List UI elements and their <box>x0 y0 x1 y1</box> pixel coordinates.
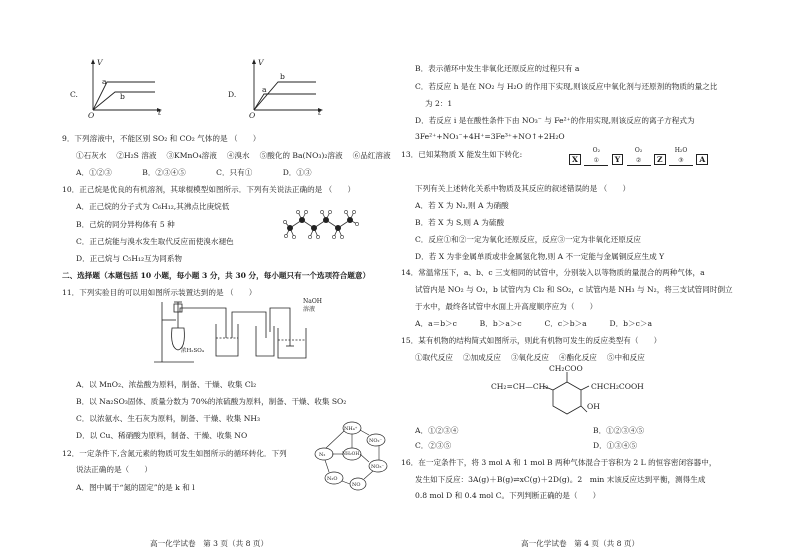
q16-line2: 发生如下反应：3A(g)＋B(g)⇌xC(g)＋2D(g)。2 min 末该反应达到平衡，测得生成 <box>415 475 706 484</box>
q12-stem-line2: 说法正确的是（ ） <box>76 465 152 474</box>
q13-option-b: B．若 X 为 S,则 A 为硫酸 <box>415 218 505 227</box>
q15-reaction-types: ①取代反应 ②加成反应 ③氧化反应 ④酯化反应 ⑤中和反应 <box>415 353 645 362</box>
q10-option-b: B．己烷的同分异构体有 5 种 <box>76 220 175 229</box>
graph-d-o: O <box>249 111 256 120</box>
q13-stem2: 下列有关上述转化关系中物质及其反应的叙述错误的是 （ ） <box>415 184 631 193</box>
arrow-2-reagent: O₂ <box>634 147 643 154</box>
arrow-3 <box>668 146 694 166</box>
q11-option-a: A．以 MnO₂、浓盐酸为原料，制备、干燥、收集 Cl₂ <box>76 380 257 389</box>
q11-apparatus-diagram <box>150 298 350 368</box>
node-no: NO <box>352 482 361 488</box>
q15-oh-group: OH <box>587 402 600 411</box>
q14-choices: A．a＝b＞c B．b＞a＞c C．c＞b＞a D．b＞c＞a <box>415 319 652 328</box>
q13-option-d: D．若 X 为非金属单质或非金属氢化物,则 A 不一定能与金属铜反应生成 Y <box>415 252 665 261</box>
q10-option-d: D．正己烷与 C₅H₁₂互为同系物 <box>76 254 183 263</box>
q15-top-group: CH₂COO <box>549 364 583 373</box>
page-footer-right: 高一化学试卷 第 4 页（共 8 页） <box>521 539 640 548</box>
q9-stem: 9．下列溶液中，不能区别 SO₂ 和 CO₂ 气体的是 （ ） <box>62 134 261 143</box>
q13-transformation-chain <box>569 146 708 166</box>
conc-sulfuric-label: 浓H₂SO₄ <box>181 348 204 354</box>
q12-option-c-line1: C．若反应 h 是在 NO₂ 与 H₂O 的作用下实现,则该反应中氧化剂与还原剂的物质的量之比 <box>415 82 718 91</box>
naoh-label: NaOH <box>303 298 322 305</box>
graph-c-a: a <box>102 77 107 86</box>
arrow-3-reagent: H₂O <box>674 147 688 154</box>
node-nh2oh: NH₂OH <box>342 452 360 457</box>
arrow-1-reagent: O₂ <box>592 147 600 154</box>
q11-stem: 11．下列实验目的可以用如图所示装置达到的是 （ ） <box>62 288 257 297</box>
node-nh4: NH₄⁺ <box>344 426 358 432</box>
q10-option-c: C．正己烷能与溴水发生取代反应而使溴水褪色 <box>76 237 234 246</box>
chain-y: Y <box>612 154 623 165</box>
q15-left-group: CH₂=CH—CH₂ <box>491 382 549 391</box>
section-two-header: 二、选择题（本题包括 10 小题，每小题 3 分，共 30 分，每小题只有一个选项符合题意） <box>62 271 371 280</box>
arrow-3-step: ③ <box>678 157 684 164</box>
q13-stem: 13．已知某物质 X 能发生如下转化: <box>401 150 523 159</box>
node-no2-minus: NO₂⁻ <box>369 438 383 444</box>
node-no3-minus: NO₃⁻ <box>371 464 385 470</box>
q14-line2: 试管内是 NO₂ 与 O₂，b 试管内为 Cl₂ 和 SO₂，c 试管内是 NH₃ 与 N₂，将三支试管同时倒立 <box>415 285 733 294</box>
q15-option-a: A．①②③④ <box>415 426 459 435</box>
q15-option-d: D．①③④⑤ <box>593 441 638 450</box>
q11-option-d: D．以 Cu、稀硝酸为原料，制备、干燥、收集 NO <box>76 431 248 440</box>
q10-option-a: A．正己烷的分子式为 C₆H₁₂,其沸点比庚烷低 <box>76 202 230 211</box>
q16-line1: 16．在一定条件下，将 3 mol A 和 1 mol B 两种气体混合于容积为 2 L 的恒容密闭容器中， <box>401 458 717 467</box>
hexane-ball-stick-model <box>284 208 364 242</box>
q12-option-d-line2: 3Fe²⁺+NO₃⁻+4H⁺=3Fe³⁺+NO↑+2H₂O <box>415 132 565 141</box>
option-c-label: C. <box>70 90 78 99</box>
node-n2: N₂ <box>319 452 326 458</box>
graph-c-t: t <box>158 108 162 117</box>
page-footer-left: 高一化学试卷 第 3 页（共 8 页） <box>150 539 269 548</box>
q11-option-b: B．以 Na₂SO₃固体、质量分数为 70%的浓硫酸为原料，制备、干燥、收集 SO₂ <box>76 397 347 406</box>
graph-d-v: V <box>258 58 264 67</box>
q12-option-a: A．图中属于“氮的固定”的是 k 和 l <box>76 483 195 492</box>
q15-option-c: C．②③⑤ <box>415 441 452 450</box>
q10-stem: 10．正己烷是优良的有机溶剂，其球棍模型如图所示．下列有关说法正确的是 （ ） <box>62 185 356 194</box>
q9-choices: A．①②③ B．②③④⑤ C．只有① D．①③ <box>76 168 312 177</box>
arrow-1 <box>583 146 609 166</box>
naoh-solution-label: 溶液 <box>303 306 316 313</box>
q11-option-c: C．以浓氨水、生石灰为原料，制备、干燥、收集 NH₃ <box>76 414 261 423</box>
q14-line1: 14．常温常压下，a、b、c 三支相同的试管中，分别装入以等物质的量混合的两种气体，a <box>401 268 705 277</box>
q12-option-c-line2: 为 2：1 <box>425 99 453 108</box>
q12-option-b: B．表示循环中发生非氧化还原反应的过程只有 a <box>415 64 580 73</box>
graph-d-a: a <box>262 85 267 94</box>
q13-option-c: C．反应①和②一定为氧化还原反应，反应③一定为非氧化还原反应 <box>415 235 642 244</box>
q9-options-list: ①石灰水 ②H₂S 溶液 ③KMnO₄溶液 ④溴水 ⑤酸化的 Ba(NO₃)₂溶液 ⑥品红溶液 <box>76 151 391 160</box>
q14-line3: 于水中，最终各试管中水面上升高度顺序应为（ ） <box>415 302 598 311</box>
chain-z: Z <box>654 154 666 165</box>
q13-option-a: A．若 X 为 N₂,则 A 为硝酸 <box>415 201 509 210</box>
q16-line3: 0.8 mol D 和 0.4 mol C。下列判断正确的是（ ） <box>415 491 601 500</box>
q12-option-d-line1: D．若反应 i 是在酸性条件下由 NO₃⁻ 与 Fe²⁺的作用实现,则该反应的离子方程式为 <box>415 116 695 125</box>
arrow-1-step: ① <box>593 157 600 164</box>
graph-c-v: V <box>97 58 103 67</box>
arrow-2-step: ② <box>635 157 642 164</box>
q15-structure-diagram <box>547 378 587 418</box>
q15-stem: 15．某有机物的结构简式如图所示，则此有机物可发生的反应类型有（ ） <box>401 336 662 345</box>
graph-c-b: b <box>120 92 125 101</box>
q15-right-group: CHCH₂COOH <box>591 382 644 391</box>
node-n2o: N₂O <box>327 476 338 482</box>
graph-d-b: b <box>280 72 285 81</box>
q15-option-b: B．①②③④⑤ <box>593 426 645 435</box>
arrow-2 <box>626 146 652 166</box>
graph-c-o: O <box>88 111 95 120</box>
chain-a: A <box>696 154 708 165</box>
right-page <box>397 0 794 560</box>
graph-d-t: t <box>318 108 322 117</box>
q12-stem-line1: 12．一定条件下,含氮元素的物质可发生如图所示的循环转化．下列 <box>62 449 287 458</box>
option-d-label: D. <box>228 90 237 99</box>
chain-x: X <box>569 154 581 165</box>
